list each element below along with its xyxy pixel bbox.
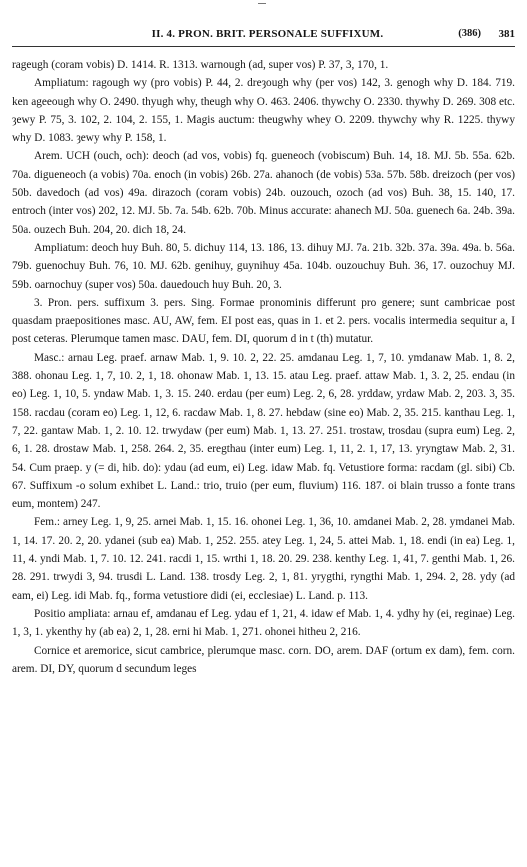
running-head-title: II. 4. PRON. BRIT. PERSONALE SUFFIXUM. bbox=[151, 28, 384, 40]
paragraph: 3. Pron. pers. suffixum 3. pers. Sing. Formae pronominis differunt pro genere; sunt cambricae post quasdam praepositiones masc. AU, AW, fem. EI post eas, quas in 1. et 2. pers. vocalis intermedia sequitur a, I post ceteras. Plerumque tamen masc. DAU, fem. DI, quorum d in t (th) mutatur. bbox=[12, 296, 515, 346]
scan-edge-mark bbox=[258, 0, 266, 4]
page-number: 381 bbox=[498, 28, 515, 40]
paragraph: Masc.: arnau Leg. praef. arnaw Mab. 1, 9. 10. 2, 22. 25. amdanau Leg. 1, 7, 10. ymdanaw Mab. 1, 8. 2, 388. ohonau Leg. 1, 7, 10. 2, 1, 18. ohonaw Mab. 1, 13. 15. atau Leg. praef. attaw Mab. 1, 3. 2, 25. endau (in eo) Leg. 1, 10, 5. yndaw Mab. 1, 3. 15. 240. erdau (per eum) Leg. 2, 6, 28. yrddaw, yrdaw Mab. 2, 203. 3, 35. 158. racdau (coram eo) Leg. 1, 12, 6. racdaw Mab. 1, 8. 27. hebdaw (sine eo) Mab. 2, 35. 215. kanthau Leg. 1, 7, 22. gantaw Mab. 1, 2. 10. 12. trwydaw (per eum) Mab. 1, 13. 27. 251. trostaw, trosdau (supra eum) Leg. 2, 6, 1. 28. drostaw Mab. 1, 258. 264. 2, 35. eregthau (inter eum) Leg. 1, 11, 2. 1, 17, 13. yryngtaw Mab. 2, 31. 54. Cum praep. y (= di, hib. do): ydau (ad eum, ei) Leg. idaw Mab. fq. Vetustiore forma: racdam (gl. sibi) Cb. 67. Suffixum -o solum exhibet L. Land.: trio, truio (per eum, fluvium) 116. 187. oi blain trusso a fonte trans eum, montem) 247. bbox=[12, 351, 515, 511]
paragraph: Fem.: arney Leg. 1, 9, 25. arnei Mab. 1, 15. 16. ohonei Leg. 1, 36, 10. amdanei Mab. 2, 28. ymdanei Mab. 1, 14. 17. 20. 2, 20. ydanei (sub ea) Mab. 1, 252. 255. atey Leg. 1, 24, 5. attei Mab. 1, 18. endi (in ea) Leg. 1, 11, 4. yndi Mab. 1, 7. 10. 12. 241. racdi 1, 15. wrthi 1, 18. 20. 29. 238. kenthy Leg. 1, 41, 7. genthi Mab. 1, 26. 28. 291. trwydi 3, 94. trusdi L. Land. 138. trosdy Leg. 2, 1, 81. yrygthi, ryngthi Mab. 1, 294. 2, 28. ydy (ad eam, ei) Leg. idi Mab. fq., forma vetustiore didi (ei, ecclesiae) L. Land. p. 113. bbox=[12, 516, 515, 602]
header-rule bbox=[12, 46, 515, 47]
paragraph: Ampliatum: deoch huy Buh. 80, 5. dichuy 114, 13. 186, 13. dihuy MJ. 7a. 21b. 32b. 37a. 39a. 49a. b. 56a. 79b. guenochuy Buh. 76, 10. MJ. 62b. genihuy, guynihuy 45a. 104b. ouzouchuy Buh. 36, 17. ouzochuy MJ. 59b. oarnochuy (super vos) 50a. dauedouch huy Buh. 20, 3. bbox=[12, 241, 515, 291]
paragraph: rageugh (coram vobis) D. 1414. R. 1313. warnough (ad, super vos) P. 37, 3, 170, 1. bbox=[12, 59, 389, 71]
paragraph: Positio ampliata: arnau ef, amdanau ef Leg. ydau ef 1, 21, 4. idaw ef Mab. 1, 4. ydhy hy (ei, reginae) Leg. 1, 3, 1. ykenthy hy (ab ea) 2, 1, 28. erni hi Mab. 1, 271. ohonei hitheu 2, 216. bbox=[12, 607, 515, 639]
paragraph: Arem. UCH (ouch, och): deoch (ad vos, vobis) fq. gueneoch (vobiscum) Buh. 14, 18. MJ. 5b. 55a. 62b. 70a. digueneoch (a vobis) 70a. enoch (in vobis) 26b. 27a. ahanoch (de vobis) 53a. 57b. 58b. dreizoch (per vos) 50b. davedoch (ad vos) 49a. dirazoch (coram vobis) 24b. ouzouch, ozoch (ad vos) Buh. 38, 15. 140, 17. entroch (inter vos) 202, 12. MJ. 5b. 7a. 54b. 62b. 70b. Minus accurate: ahanech MJ. 50a. guenech 6a. 24b. 39a. 50a. ouzech Buh. 204, 20. dich 18, 24. bbox=[12, 150, 515, 236]
running-header bbox=[20, 28, 515, 44]
paragraph: Cornice et aremorice, sicut cambrice, plerumque masc. corn. DO, arem. DAF (ortum ex dam), fem. corn. arem. DI, DY, quorum d secundum leges bbox=[12, 644, 515, 675]
paragraph: Ampliatum: ragough wy (pro vobis) P. 44, 2. dreȝough why (per vos) 142, 3. genogh why D. 184. 719. ken ageeough why O. 2490. thyugh why, theugh why O. 463. 2406. thywchy O. 2330. thywhy D. 269. 308 etc. ȝewy P. 75, 3. 102, 2. 104, 2. 155, 1. Magis auctum: theugwhy whey O. 2209. thywchy why R. 1225. thywy why D. 1083. ȝewy why P. 158, 1. bbox=[12, 77, 515, 145]
body-text bbox=[12, 56, 515, 678]
bracket-page-number: (386) bbox=[458, 28, 481, 39]
